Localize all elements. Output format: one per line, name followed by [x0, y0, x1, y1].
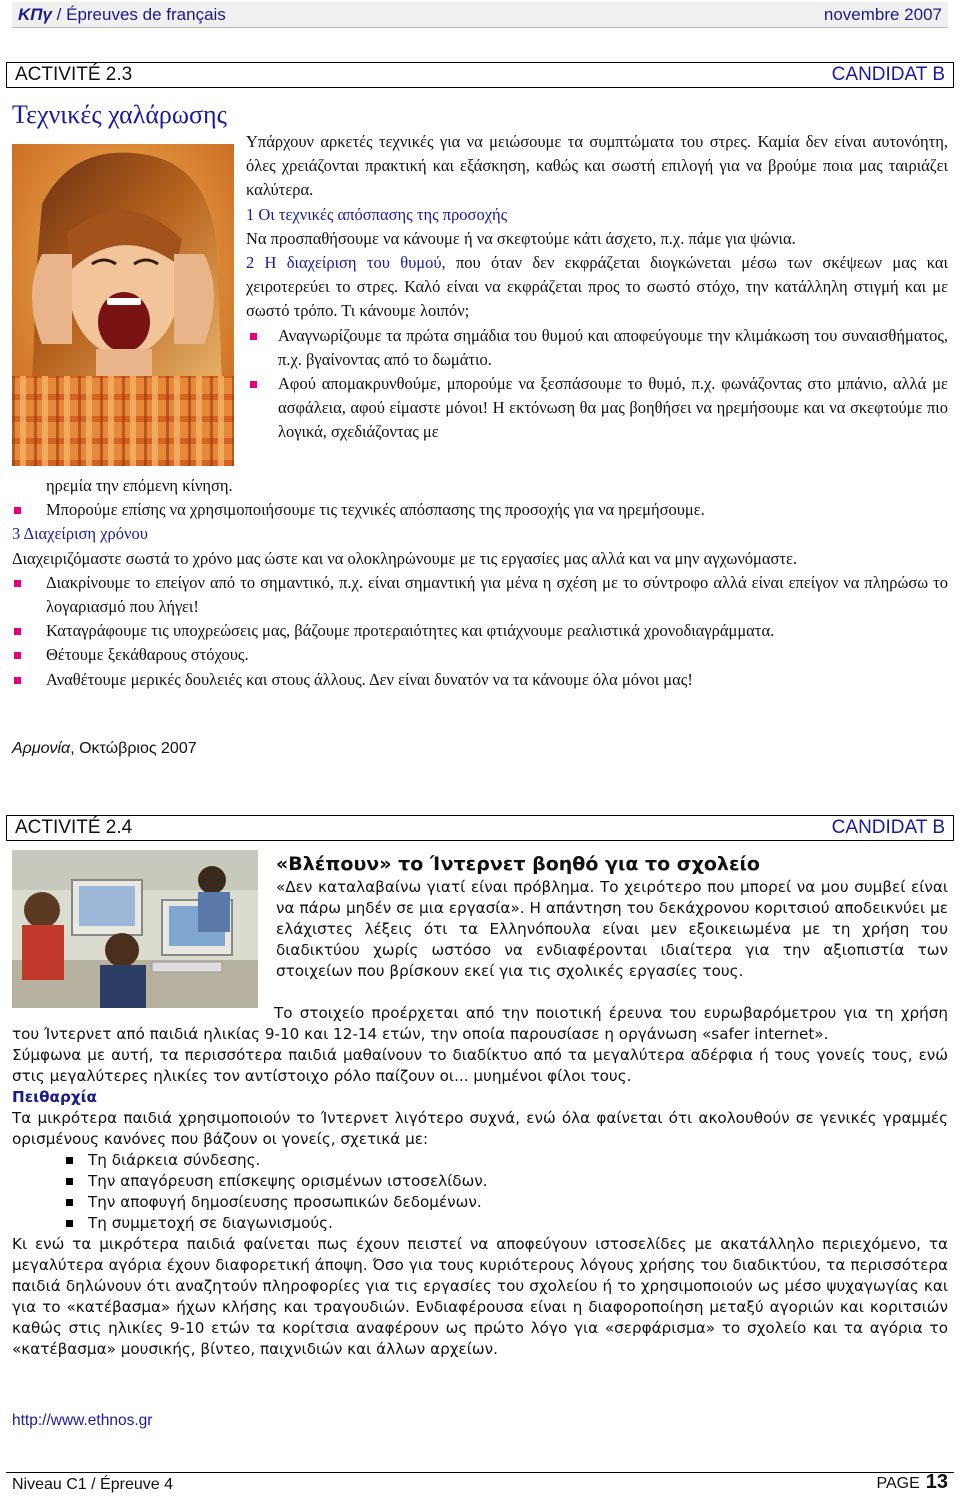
activity-23-intro: Υπάρχουν αρκετές τεχνικές για να μειώσουμε τα συμπτώματα του στρες. Καμία δεν είναι αυτονόητη, όλες χρειάζονται πρακτική και εξάσκηση, καθώς και σωστή επιλογή για να βρούμε ποια μας ταιριάζει καλύτερα. — [246, 132, 948, 200]
bullet-square-icon — [14, 507, 21, 514]
bullet-square-icon — [250, 381, 257, 388]
list-item-text: Αναθέτουμε μερικές δουλειές και στους άλλους. Δεν είναι δυνατόν να τα κάνουμε όλα μόνοι μας! — [46, 669, 693, 689]
header-date: novembre 2007 — [823, 4, 942, 24]
list-item — [246, 324, 948, 372]
bullet-square-icon — [14, 652, 21, 659]
activity-23-candidate: CANDIDAT B — [831, 64, 945, 85]
list-item — [12, 668, 948, 692]
bullet-square-icon — [14, 677, 21, 684]
activity-23-bar — [6, 62, 954, 88]
list-item-text: Θέτουμε ξεκάθαρους στόχους. — [46, 645, 249, 665]
activity-24-title: «Βλέπουν» το Ίντερνετ βοηθό για το σχολείο — [276, 853, 760, 875]
activity-24-intro — [276, 877, 948, 982]
activity-23-body — [246, 130, 948, 445]
bullet-square-icon — [14, 628, 21, 635]
bullet-square-icon — [66, 1157, 73, 1164]
source-date: , Οκτώβριος 2007 — [70, 740, 197, 757]
article-subhead: Πειθαρχία — [12, 1088, 97, 1106]
technique-3-heading: 3 Διαχείριση χρόνου — [12, 524, 148, 544]
activity-24-body — [12, 1003, 948, 1360]
footer-level: Niveau C1 / Épreuve 4 — [12, 1476, 173, 1493]
rules-list — [12, 1150, 948, 1234]
technique-2-text: που όταν δεν εκφράζεται διογκώνεται μέσω των σκέψεων μας και χειροτερεύει το στρες. Καλό είναι να εκφράζεται προς το σωστό στόχο, την κατάλληλη στιγμή και με σωστό τρόπο. Τι κάνουμε λοιπόν; — [246, 253, 948, 321]
header-left — [18, 5, 226, 25]
list-item — [12, 619, 948, 643]
activity-23-source — [12, 740, 197, 758]
technique-2-heading: 2 Η διαχείριση του θυμού, — [246, 253, 446, 273]
children-computers-photo — [12, 850, 258, 1008]
bullet-square-icon — [66, 1199, 73, 1206]
source-link[interactable]: http://www.ethnos.gr — [12, 1412, 153, 1429]
source-publication: Αρμονία — [12, 740, 71, 757]
list-item — [12, 1213, 948, 1234]
article-paragraph-2: Σύμφωνα με αυτή, τα περισσότερα παιδιά μαθαίνουν το διαδίκτυο από τα μεγαλύτερα αδέρφια ή τους γονείς τους, ενώ στις μεγαλύτερες ηλικίες τον αντίστοιχο ρόλο παίζουν οι... μυημένοι φίλοι τους. — [12, 1046, 948, 1085]
list-item — [12, 498, 948, 522]
page-label: PAGE — [876, 1475, 920, 1492]
article-paragraph-4: Κι ενώ τα μικρότερα παιδιά φαίνεται πως έχουν πειστεί να αποφεύγουν ιστοσελίδες με ακατάλληλο περιεχόμενο, τα μεγαλύτερα αγόρια έχουν διαφορετική άποψη. Όσο για τους κυριότερους λόγους χρήσης του διαδικτύου, τα περισσότερα παιδιά δηλώνουν ότι αναζητούν πληροφορίες για τις εργασίες του σχολείου ή το χρησιμοποιούν ως μέσο ψυχαγωγίας και για το «κατέβασμα» ήχων κλήσης και τραγουδιών. Ενδιαφέρουσα είναι η διαφοροποίηση μεταξύ αγοριών και κοριτσιών καθώς στις ηλικίες 9-10 ετών τα κορίτσια αναφέρουν ως πρώτο λόγο για «σερφάρισμα» το σχολείο και τα αγόρια το «κατέβασμα» μουσικής, βίντεο, παιχνιδιών και άλλων αρχείων. — [12, 1235, 948, 1358]
technique-1-heading: 1 Οι τεχνικές απόσπασης της προσοχής — [246, 204, 508, 224]
list-item-text: Αναγνωρίζουμε τα πρώτα σημάδια του θυμού και αποφεύγουμε την κλιμάκωση του συναισθήματος, π.χ. βγαίνοντας από το δωμάτιο. — [278, 325, 948, 369]
page-header — [12, 2, 948, 28]
list-item-text: Τη συμμετοχή σε διαγωνισμούς. — [88, 1214, 333, 1232]
header-level: ΚΠγ — [18, 4, 52, 24]
anger-tips-list — [246, 324, 948, 445]
article-intro-text: «Δεν καταλαβαίνω γιατί είναι πρόβλημα. Το χειρότερο που μπορεί να μου συμβεί είναι να πάρω μηδέν σε μια εργασία». Η απάντηση του δεκάχρονου κοριτσιού αποδεικνύει με ελάχιστες λέξεις ότι τα Ελληνόπουλα είναι μεν εξοικειωμένα με τη χρήση του διαδικτύου χωρίς ωστόσο να ενδιαφέρονται ιδιαίτερα για την αξιοπιστία των στοιχείων που βρίσκουν εκεί για τις σχολικές εργασίες τους. — [276, 878, 948, 980]
activity-23-title: Τεχνικές χαλάρωσης — [12, 100, 227, 129]
article-paragraph-3: Τα μικρότερα παιδιά χρησιμοποιούν το Ίντερνετ λιγότερο συχνά, ενώ όλα φαίνεται ότι ακολουθούν σε γενικές γραμμές ορισμένους κανόνες που βάζουν οι γονείς, σχετικά με: — [12, 1109, 948, 1148]
article-paragraph-1: Το στοιχείο προέρχεται από την ποιοτική έρευνα του ευρωβαρόμετρου για τη χρήση του Ίντερνετ από παιδιά ηλικίας 9-10 και 12-14 ετών, την οποία παρουσίασε η οργάνωση «safer internet». — [12, 1004, 948, 1043]
page-footer — [6, 1472, 954, 1494]
page-number: 13 — [925, 1471, 948, 1493]
activity-23-continued — [12, 474, 948, 692]
list-item — [12, 1150, 948, 1171]
list-item-text: Τη διάρκεια σύνδεσης. — [88, 1151, 261, 1169]
footer-page — [876, 1471, 948, 1494]
technique-3-text: Διαχειριζόμαστε σωστά το χρόνο μας ώστε και να ολοκληρώνουμε με τις εργασίες μας αλλά και να μην αγχωνόμαστε. — [12, 548, 798, 568]
list-item-text: Μπορούμε επίσης να χρησιμοποιήσουμε τις τεχνικές απόσπασης της προσοχής για να ηρεμήσουμε. — [46, 500, 705, 520]
bullet-square-icon — [66, 1220, 73, 1227]
list-item — [246, 372, 948, 445]
activity-24-bar — [6, 815, 954, 841]
distraction-list — [12, 498, 948, 522]
list-item-text: Αφού απομακρυνθούμε, μπορούμε να ξεσπάσουμε το θυμό, π.χ. φωνάζοντας στο μπάνιο, αλλά με ασφάλεια, αφού είμαστε μόνοι! Η εκτόνωση θα μας βοηθήσει να ηρεμήσουμε και να σκεφτούμε πιο λογικά, σχεδιάζοντας με — [278, 374, 948, 442]
list-item — [12, 1192, 948, 1213]
technique-2-paragraph — [246, 251, 948, 324]
list-item — [12, 643, 948, 667]
technique-1-text: Να προσπαθήσουμε να κάνουμε ή να σκεφτούμε κάτι άσχετο, π.χ. πάμε για ψώνια. — [246, 228, 796, 248]
bullet-square-icon — [250, 333, 257, 340]
list-item — [12, 1171, 948, 1192]
stressed-woman-photo — [12, 144, 234, 466]
activity-24-label: ACTIVITÉ 2.4 — [15, 817, 133, 838]
list-item-text: Την αποφυγή δημοσίευσης προσωπικών δεδομένων. — [88, 1193, 482, 1211]
list-item-text: Διακρίνουμε το επείγον από το σημαντικό, π.χ. είναι σημαντική για μένα η σχέση με το σύντροφο αλλά είναι επείγον να πληρώσω το λογαριασμό που λήγει! — [46, 572, 948, 617]
header-subject: / Épreuves de français — [51, 4, 226, 24]
list-item — [12, 571, 948, 619]
bullet-square-icon — [66, 1178, 73, 1185]
list-item-continuation: ηρεμία την επόμενη κίνηση. — [46, 476, 233, 495]
activity-24-candidate: CANDIDAT B — [831, 817, 945, 838]
time-tips-list — [12, 571, 948, 692]
activity-23-label: ACTIVITÉ 2.3 — [15, 64, 133, 85]
bullet-square-icon — [14, 580, 21, 587]
list-item-text: Την απαγόρευση επίσκεψης ορισμένων ιστοσελίδων. — [88, 1172, 488, 1190]
list-item-text: Καταγράφουμε τις υποχρεώσεις μας, βάζουμε προτεραιότητες και φτιάχνουμε ρεαλιστικά χρονοδιαγράμματα. — [46, 621, 775, 641]
